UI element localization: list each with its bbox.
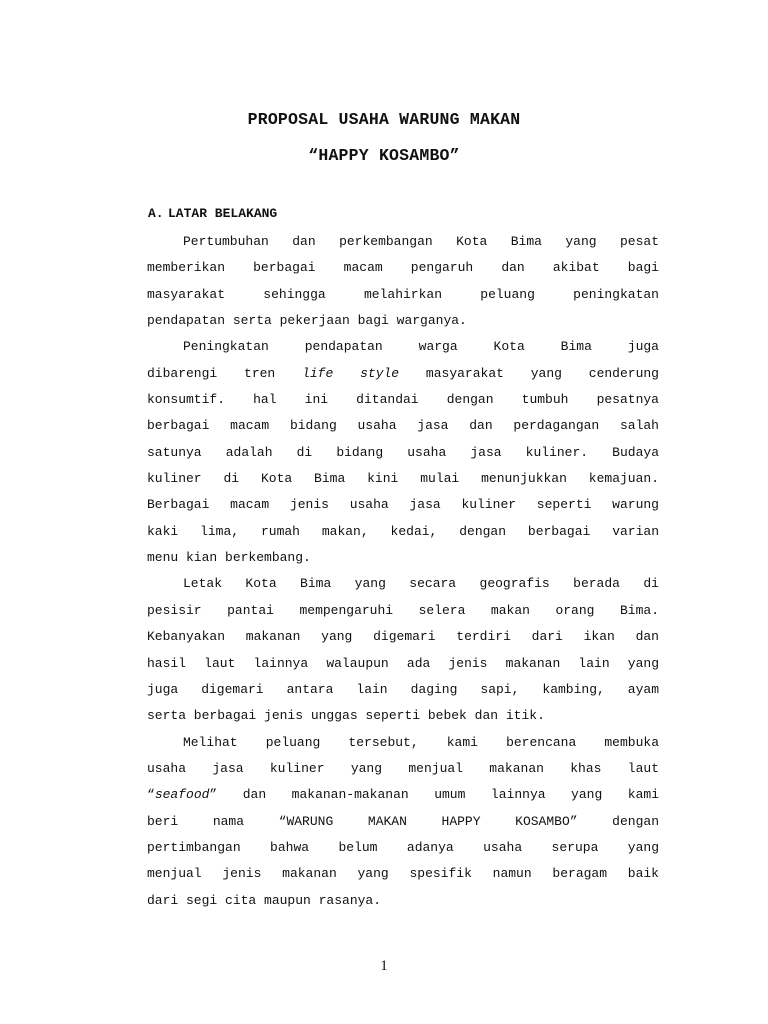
italic-term: seafood: [154, 787, 210, 803]
paragraph-line: [147, 782, 659, 808]
line-text: masyarakat yang cenderung: [399, 365, 659, 381]
section-heading: [148, 206, 277, 221]
page-number: 1: [380, 958, 388, 974]
body-text: [147, 229, 659, 914]
paragraph-line: pendapatan serta pekerjaan bagi warganya.: [147, 313, 467, 329]
paragraph-line: masyarakat sehingga melahirkan peluang peningkatan: [147, 286, 659, 302]
paragraph-line: pertimbangan bahwa belum adanya usaha serupa yang: [147, 839, 659, 855]
paragraph-line: menu kian berkembang.: [147, 550, 311, 566]
paragraph-line: Peningkatan pendapatan warga Kota Bima juga: [183, 339, 659, 355]
paragraph-line: berbagai macam bidang usaha jasa dan perdagangan salah: [147, 418, 659, 434]
paragraph-line: memberikan berbagai macam pengaruh dan akibat bagi: [147, 260, 659, 276]
paragraph-line: menjual jenis makanan yang spesifik namun beragam baik: [147, 866, 659, 882]
line-text: ” dan makanan-makanan umum lainnya yang kami: [209, 787, 659, 803]
italic-term: life style: [302, 365, 400, 381]
paragraph-line: Letak Kota Bima yang secara geografis berada di: [183, 576, 659, 592]
paragraph-line: Kebanyakan makanan yang digemari terdiri dari ikan dan: [147, 629, 659, 645]
paragraph-line: hasil laut lainnya walaupun ada jenis makanan lain yang: [147, 655, 659, 671]
line-text: dibarengi tren: [147, 365, 303, 381]
paragraph-line: kaki lima, rumah makan, kedai, dengan berbagai varian: [147, 523, 659, 539]
section-number: A.: [148, 206, 164, 221]
paragraph-line: Melihat peluang tersebut, kami berencana membuka: [183, 734, 659, 750]
paragraph-line: pesisir pantai mempengaruhi selera makan orang Bima.: [147, 602, 659, 618]
paragraph-line: Pertumbuhan dan perkembangan Kota Bima yang pesat: [183, 234, 659, 249]
proposal-title: PROPOSAL USAHA WARUNG MAKAN: [247, 110, 521, 129]
paragraph-line: usaha jasa kuliner yang menjual makanan khas laut: [147, 760, 659, 776]
paragraph-line: satunya adalah di bidang usaha jasa kuliner. Budaya: [147, 444, 659, 460]
paragraph-line: juga digemari antara lain daging sapi, kambing, ayam: [147, 681, 659, 697]
paragraph-line: serta berbagai jenis unggas seperti bebek dan itik.: [147, 708, 545, 724]
paragraph-line: Berbagai macam jenis usaha jasa kuliner seperti warung: [147, 497, 659, 513]
paragraph-line: [147, 361, 659, 387]
paragraph-line: dari segi cita maupun rasanya.: [147, 892, 382, 908]
paragraph-line: konsumtif. hal ini ditandai dengan tumbuh pesatnya: [147, 392, 659, 408]
business-name-title: “HAPPY KOSAMBO”: [308, 146, 460, 165]
paragraph-line: kuliner di Kota Bima kini mulai menunjukkan kemajuan.: [147, 471, 659, 487]
section-title: LATAR BELAKANG: [168, 206, 278, 221]
line-text: “: [147, 787, 155, 803]
paragraph-line: beri nama “WARUNG MAKAN HAPPY KOSAMBO” dengan: [147, 813, 659, 829]
